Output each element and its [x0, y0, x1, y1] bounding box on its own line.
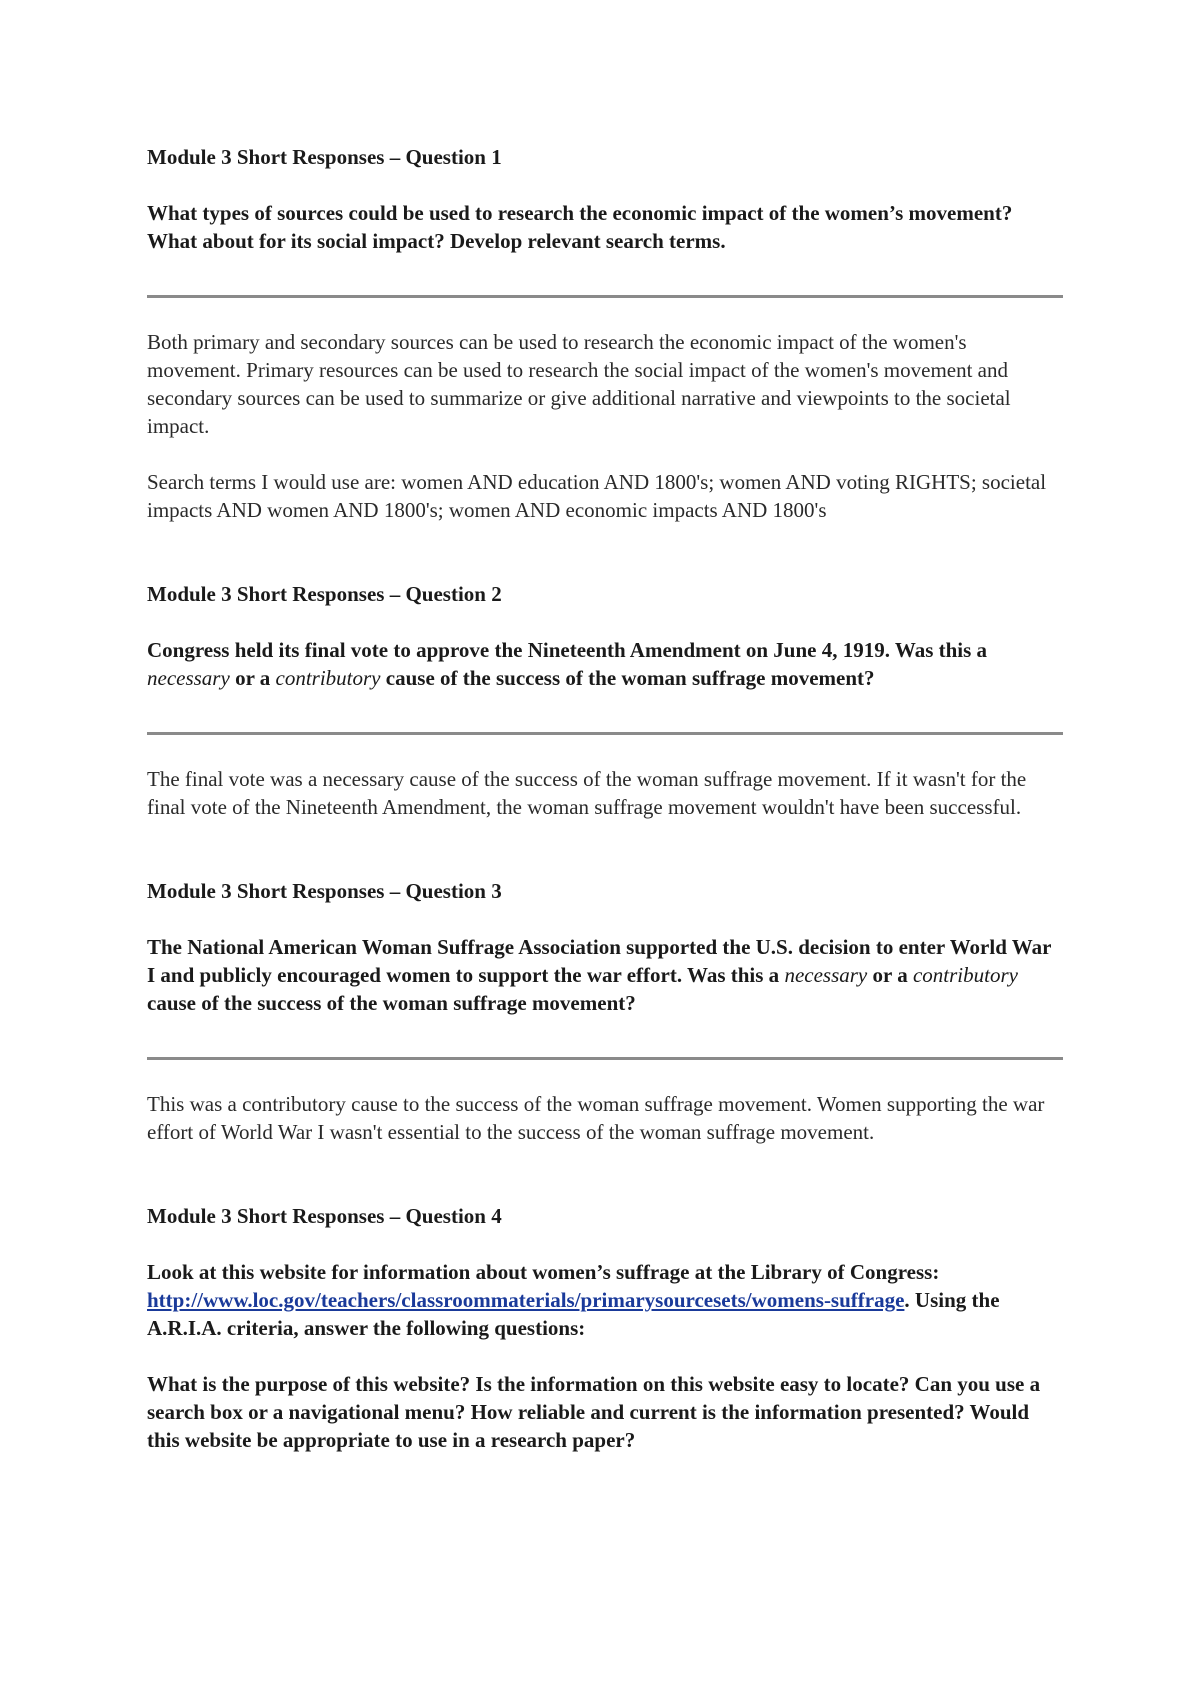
question-prompt: [147, 1258, 1063, 1342]
divider: [147, 732, 1063, 735]
section-heading: Module 3 Short Responses – Question 4: [147, 1204, 502, 1228]
question-emphasis: contributory: [912, 963, 1018, 987]
question-emphasis: necessary: [784, 963, 868, 987]
question-emphasis: necessary: [147, 666, 230, 690]
section-heading: Module 3 Short Responses – Question 3: [147, 879, 502, 903]
question-followup: What is the purpose of this website? Is the information on this website easy to locate? Can you use a search box or a navigational menu? How reliable and current is the information presented? Would this website be appropriate to use in a research paper?: [147, 1372, 1041, 1452]
question-prompt: [147, 636, 1063, 692]
answer-paragraph: This was a contributory cause to the success of the woman suffrage movement. Women supporting the war effort of World War I wasn't essential to the success of the woman suffrage movement.: [147, 1092, 1045, 1144]
question-text: Congress held its final vote to approve the Nineteenth Amendment on June 4, 1919. Was this a: [147, 638, 988, 662]
divider: [147, 295, 1063, 298]
question-text: . Using the A.R.I.A. criteria, answer the following questions:: [147, 1288, 1000, 1340]
question-text: cause of the success of the woman suffrage movement?: [380, 666, 875, 690]
answer-paragraph: The final vote was a necessary cause of the success of the woman suffrage movement. If it wasn't for the final vote of the Nineteenth Amendment, the woman suffrage movement wouldn't have been successful.: [147, 767, 1027, 819]
section-question-4: [147, 1202, 1063, 1454]
question-text: or a: [867, 963, 913, 987]
loc-womens-suffrage-link[interactable]: http://www.loc.gov/teachers/classroommaterials/primarysourcesets/womens-suffrage: [147, 1288, 905, 1312]
section-question-3: [147, 877, 1063, 1146]
question-prompt: What types of sources could be used to research the economic impact of the women’s movement? What about for its social impact? Develop relevant search terms.: [147, 201, 1013, 253]
divider: [147, 1057, 1063, 1060]
question-text: The National American Woman Suffrage Association supported the U.S. decision to enter World War I and publicly encouraged women to support the war effort. Was this a: [147, 935, 1052, 987]
question-text: Look at this website for information about women’s suffrage at the Library of Congress:: [147, 1260, 940, 1284]
document-page: [147, 143, 1063, 1454]
question-text: or a: [229, 666, 276, 690]
section-heading: Module 3 Short Responses – Question 1: [147, 145, 502, 169]
section-question-1: [147, 143, 1063, 524]
answer-paragraph: Search terms I would use are: women AND education AND 1800's; women AND voting RIGHTS; societal impacts AND women AND 1800's; women AND economic impacts AND 1800's: [147, 470, 1047, 522]
question-text: cause of the success of the woman suffrage movement?: [147, 991, 636, 1015]
section-heading: Module 3 Short Responses – Question 2: [147, 582, 502, 606]
section-question-2: [147, 580, 1063, 821]
question-prompt: [147, 933, 1063, 1017]
question-emphasis: contributory: [275, 666, 381, 690]
answer-paragraph: Both primary and secondary sources can be used to research the economic impact of the women's movement. Primary resources can be used to research the social impact of the women's movement and secondary sources can be used to summarize or give additional narrative and viewpoints to the societal impact.: [147, 330, 1011, 438]
